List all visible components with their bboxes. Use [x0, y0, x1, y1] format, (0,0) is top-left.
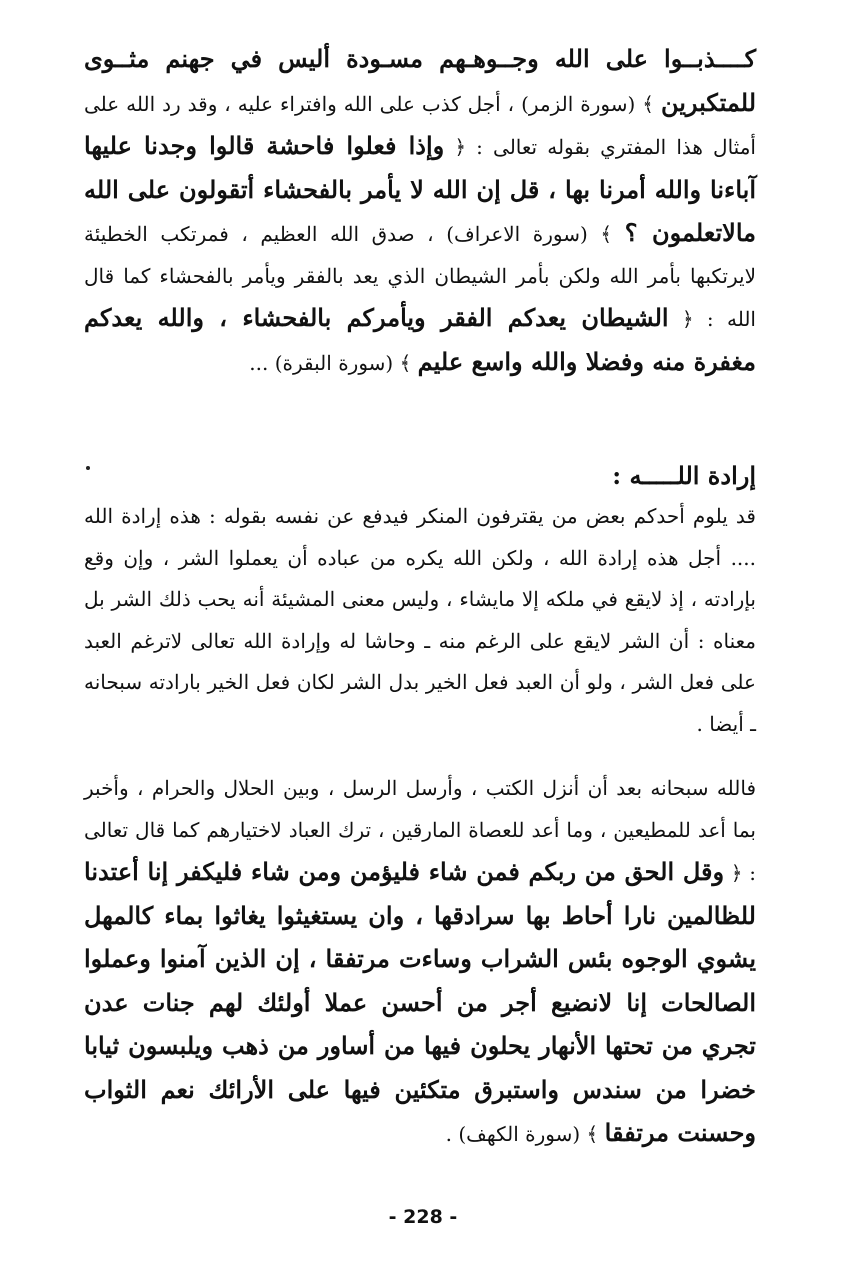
- stray-dot: [86, 466, 90, 470]
- paragraph-1: [84, 38, 756, 384]
- commentary-text: ﴾ (سورة البقرة) ...: [249, 350, 418, 375]
- commentary-text: ﴾ (سورة الزمر) ، أجل كذب على الله وافتراء عليه ، وقد رد الله على أمثال هذا المفتري بقوله تعالى : ﴿: [84, 91, 756, 159]
- paragraph-2: [84, 496, 756, 745]
- body-text: فالله سبحانه بعد أن أنزل الكتب ، وأرسل الرسل ، وبين الحلال والحرام ، وأخبر بما أعد للمطيعين ، وما أعد للعصاة المارقين ، ترك العباد لاختيارهم كما قال تعالى : ﴿: [84, 776, 756, 885]
- paragraph-3: [84, 768, 756, 1156]
- quran-verse-kahf: وقل الحق من ربكم فمن شاء فليؤمن ومن شاء فليكفر إنا أعتدنا للظالمين نارا أحاط بها سرادقها ، وان يستغيثوا يغاثوا بماء كالمهل يشوي الوجوه بئس الشراب وساءت مرتفقا ، إن الذين آمنوا وعملوا الصالحات إنا لانضيع أجر من أحسن عملا أولئك لهم جنات عدن تجري من تحتها الأنهار يحلون فيها من أساور من ذهب ويلبسون ثيابا خضرا من سندس واستبرق متكئين فيها على الأرائك نعم الثواب وحسنت مرتفقا: [84, 857, 756, 1147]
- section-heading: إرادة اللـــــه :: [612, 461, 756, 490]
- commentary-text: ﴾ (سورة الاعراف) ، صدق الله العظيم ، فمرتكب الخطيئة لايرتكبها بأمر الله ولكن بأمر الشيطان الذي يعد بالفقر ويأمر بالفحشاء كما قال الله : ﴿: [84, 222, 756, 331]
- commentary-text: ﴾ (سورة الكهف) .: [445, 1122, 605, 1146]
- quran-verse-zumar: كــــذبــوا على الله وجــوهـهم مسـودة أليس في جهنم مثــوى للمتكبرين: [84, 44, 756, 117]
- page-number: - 228 -: [388, 1206, 458, 1228]
- quran-verse-araf: وإذا فعلوا فاحشة قالوا وجدنا عليها آباءنا والله أمرنا بها ، قل إن الله لا يأمر بالفحشاء أتقولون على الله مالاتعلمون ؟: [84, 131, 756, 247]
- body-text: قد يلوم أحدكم بعض من يقترفون المنكر فيدفع عن نفسه بقوله : هذه إرادة الله .... أجل هذه إرادة الله ، ولكن الله يكره من عباده أن يعملوا الشر ، وإن وقع بإرادته ، إذ لايقع في ملكه إلا مايشاء ، وليس معنى المشيئة أنه يحب ذلك الشر بل معناه : أن الشر لايقع على الرغم منه ـ وحاشا له وإرادة الله تعالى لاترغم العبد على فعل الشر ، ولو أن العبد فعل الخير بدل الشر لكان فعل الخير بارادته سبحانه ـ أيضا .: [84, 504, 756, 736]
- quran-verse-baqara: الشيطان يعدكم الفقر ويأمركم بالفحشاء ، والله يعدكم مغفرة منه وفضلا والله واسع عليم: [84, 303, 756, 376]
